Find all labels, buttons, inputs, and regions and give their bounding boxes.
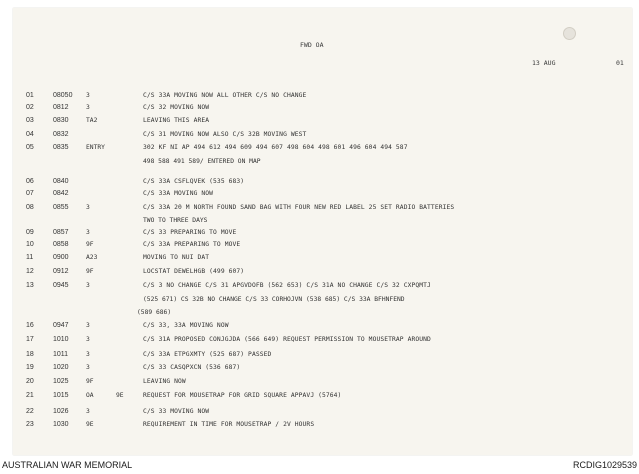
entry-message-continued: 498 588 491 589/ ENTERED ON MAP (143, 158, 261, 165)
entry-time: 0832 (53, 131, 69, 138)
entry-message: LEAVING THIS AREA (143, 117, 210, 124)
entry-message-continued: (525 671) CS 32B NO CHANGE C/S 33 CORHOJVN (538 685) C/S 33A BFHNFEND (143, 296, 405, 303)
entry-time: 1026 (53, 408, 69, 415)
entry-from: 3 (86, 282, 90, 289)
entry-message: C/S 33, 33A MOVING NOW (143, 322, 229, 329)
entry-time: 1010 (53, 336, 69, 343)
entry-time: 1030 (53, 421, 69, 428)
entry-from: 3 (86, 104, 90, 111)
entry-message: C/S 32 MOVING NOW (143, 104, 210, 111)
entry-message: C/S 33 PREPARING TO MOVE (143, 229, 237, 236)
entry-number: 19 (26, 364, 34, 371)
document-date: 13 AUG (532, 59, 556, 67)
entry-number: 16 (26, 322, 34, 329)
punch-hole (563, 27, 576, 40)
entry-message: C/S 33 MOVING NOW (143, 408, 210, 415)
entry-number: 04 (26, 131, 34, 138)
entry-message: C/S 33A CSFLQVEK (535 683) (143, 178, 245, 185)
entry-from: 3 (86, 408, 90, 415)
entry-message: REQUIREMENT IN TIME FOR MOUSETRAP / 2V HOURS (143, 421, 315, 428)
entry-number: 02 (26, 104, 34, 111)
entry-message: LEAVING NOW (143, 378, 186, 385)
entry-from: TA2 (86, 117, 98, 124)
entry-to: 9E (116, 392, 124, 399)
entry-message-continued: (589 686) (137, 309, 172, 316)
entry-time: 1020 (53, 364, 69, 371)
entry-from: 3 (86, 204, 90, 211)
entry-time: 0855 (53, 204, 69, 211)
entry-message: C/S 33A ETPGXMTY (525 687) PASSED (143, 351, 272, 358)
entry-from: 3 (86, 322, 90, 329)
entry-time: 1011 (53, 351, 69, 358)
entry-message: 302 KF NI AP 494 612 494 609 494 607 498 604 498 601 496 604 494 587 (143, 144, 408, 151)
entry-time: 0900 (53, 254, 69, 261)
entry-number: 10 (26, 241, 34, 248)
entry-message: REQUEST FOR MOUSETRAP FOR GRID SQUARE APPAVJ (5764) (143, 392, 342, 399)
entry-number: 05 (26, 144, 34, 151)
entry-time: 1015 (53, 392, 69, 399)
entry-time: 0947 (53, 322, 69, 329)
document-page (13, 8, 632, 455)
entry-time: 08050 (53, 92, 73, 99)
entry-number: 09 (26, 229, 34, 236)
entry-number: 08 (26, 204, 34, 211)
entry-from: 9F (86, 241, 94, 248)
footer-institution: AUSTRALIAN WAR MEMORIAL (2, 460, 133, 470)
entry-message: C/S 31A PROPOSED CONJGJDA (566 649) REQUEST PERMISSION TO MOUSETRAP AROUND (143, 336, 431, 343)
entry-from: ENTRY (86, 144, 105, 151)
entry-from: 9F (86, 268, 94, 275)
entry-number: 11 (26, 254, 34, 261)
entry-number: 07 (26, 190, 34, 197)
entry-message: C/S 33A MOVING NOW (143, 190, 214, 197)
entry-from: 9F (86, 378, 94, 385)
entry-time: 0857 (53, 229, 69, 236)
entry-number: 03 (26, 117, 34, 124)
entry-number: 20 (26, 378, 34, 385)
entry-number: 13 (26, 282, 34, 289)
entry-time: 0945 (53, 282, 69, 289)
entry-number: 06 (26, 178, 34, 185)
entry-time: 0812 (53, 104, 69, 111)
entry-from: 3 (86, 351, 90, 358)
entry-time: 0842 (53, 190, 69, 197)
document-title: FWD OA (300, 41, 324, 49)
entry-message: C/S 33A 20 M NORTH FOUND SAND BAG WITH FOUR NEW RED LABEL 25 SET RADIO BATTERIES (143, 204, 455, 211)
entry-message: C/S 33A MOVING NOW ALL OTHER C/S NO CHANGE (143, 92, 307, 99)
entry-from: 3 (86, 336, 90, 343)
entry-time: 0840 (53, 178, 69, 185)
entry-time: 0835 (53, 144, 69, 151)
entry-number: 18 (26, 351, 34, 358)
entry-message: C/S 31 MOVING NOW ALSO C/S 32B MOVING WEST (143, 131, 307, 138)
entry-from: 3 (86, 92, 90, 99)
entry-time: 0912 (53, 268, 69, 275)
entry-message: C/S 33 CASQPXCN (536 687) (143, 364, 241, 371)
document-page-ref: 01 (616, 59, 624, 67)
entry-from: 9E (86, 421, 94, 428)
entry-message: LOCSTAT DEWELHGB (499 607) (143, 268, 245, 275)
entry-number: 17 (26, 336, 34, 343)
entry-from: 3 (86, 364, 90, 371)
entry-from: A23 (86, 254, 98, 261)
entry-message: C/S 33A PREPARING TO MOVE (143, 241, 241, 248)
entry-message: MOVING TO NUI DAT (143, 254, 210, 261)
footer-record-id: RCDIG1029539 (572, 460, 637, 470)
entry-number: 12 (26, 268, 34, 275)
entry-message-continued: TWO TO THREE DAYS (143, 217, 208, 224)
entry-from: OA (86, 392, 94, 399)
entry-time: 1025 (53, 378, 69, 385)
entry-number: 01 (26, 92, 34, 99)
entry-number: 23 (26, 421, 34, 428)
entry-time: 0858 (53, 241, 69, 248)
entry-number: 22 (26, 408, 34, 415)
entry-message: C/S 3 NO CHANGE C/S 31 APGVDOFB (562 653) C/S 31A NO CHANGE C/S 32 CXPQMTJ (143, 282, 431, 289)
entry-from: 3 (86, 229, 90, 236)
entry-time: 0830 (53, 117, 69, 124)
entry-number: 21 (26, 392, 34, 399)
